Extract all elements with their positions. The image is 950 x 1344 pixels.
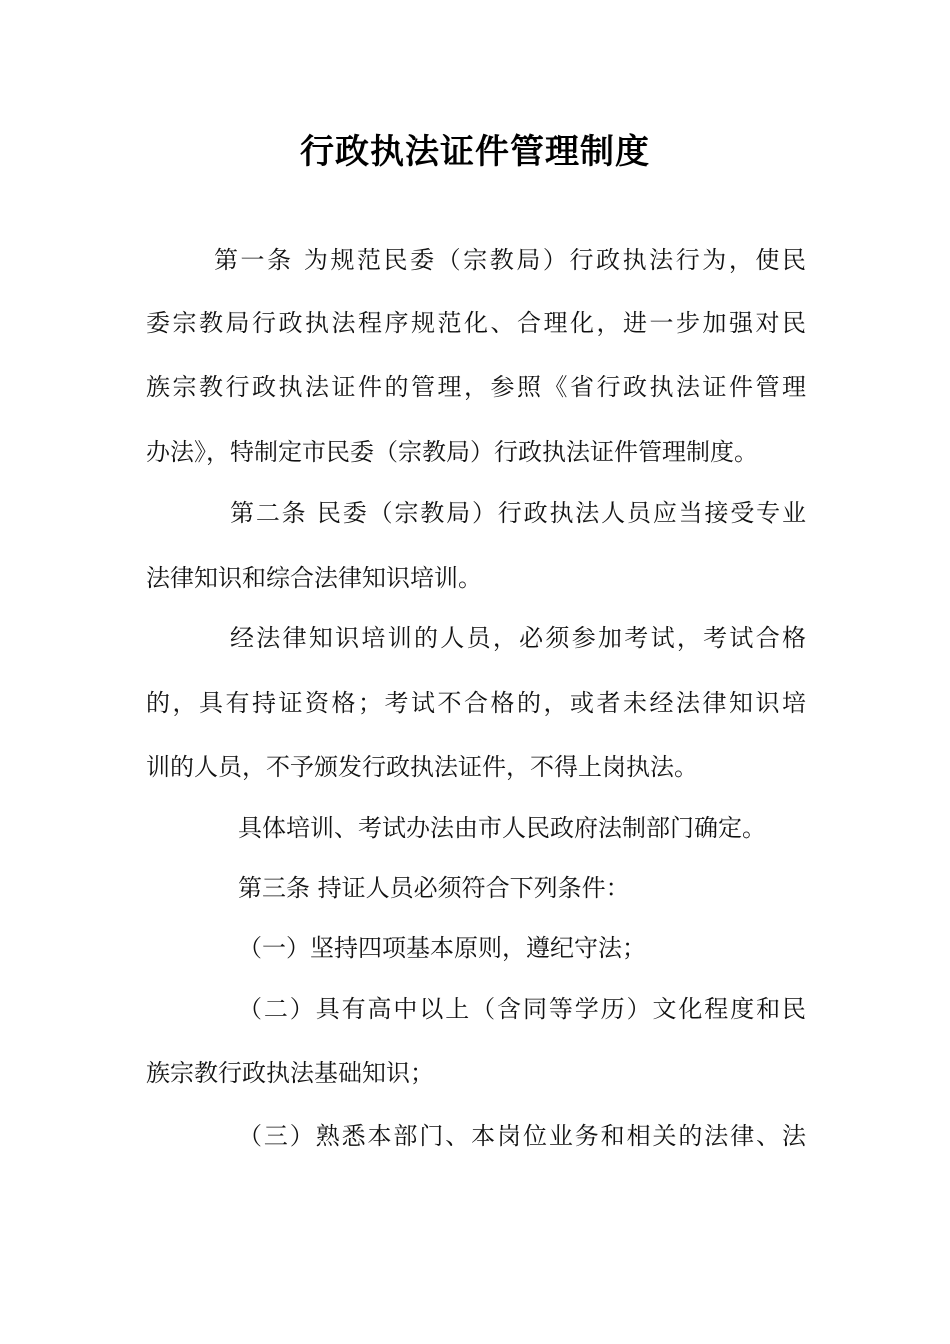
paragraph-line: 族宗教行政执法基础知识； — [146, 1059, 434, 1087]
paragraph-line: 委宗教局行政执法程序规范化、合理化，进一步加强对民 — [146, 309, 806, 337]
paragraph-line: 第二条 民委（宗教局）行政执法人员应当接受专业 — [230, 499, 806, 527]
paragraph-line: 第三条 持证人员必须符合下列条件： — [238, 874, 630, 902]
paragraph-line: 的，具有持证资格；考试不合格的，或者未经法律知识培 — [146, 689, 806, 717]
paragraph-line: 具体培训、考试办法由市人民政府法制部门确定。 — [238, 814, 766, 842]
paragraph-line: （二）具有高中以上（含同等学历）文化程度和民 — [238, 995, 806, 1023]
paragraph-line: 第一条 为规范民委（宗教局）行政执法行为，使民 — [214, 246, 806, 274]
paragraph-line: 法律知识和综合法律知识培训。 — [146, 564, 482, 592]
document-title: 行政执法证件管理制度 — [300, 132, 650, 172]
paragraph-line: （三）熟悉本部门、本岗位业务和相关的法律、法 — [238, 1122, 806, 1150]
paragraph-line: （一）坚持四项基本原则，遵纪守法； — [238, 934, 646, 962]
paragraph-line: 族宗教行政执法证件的管理，参照《省行政执法证件管理 — [146, 373, 806, 401]
paragraph-line: 办法》，特制定市民委（宗教局）行政执法证件管理制度。 — [146, 438, 758, 466]
paragraph-line: 训的人员，不予颁发行政执法证件，不得上岗执法。 — [146, 753, 698, 781]
paragraph-line: 经法律知识培训的人员，必须参加考试，考试合格 — [230, 624, 806, 652]
